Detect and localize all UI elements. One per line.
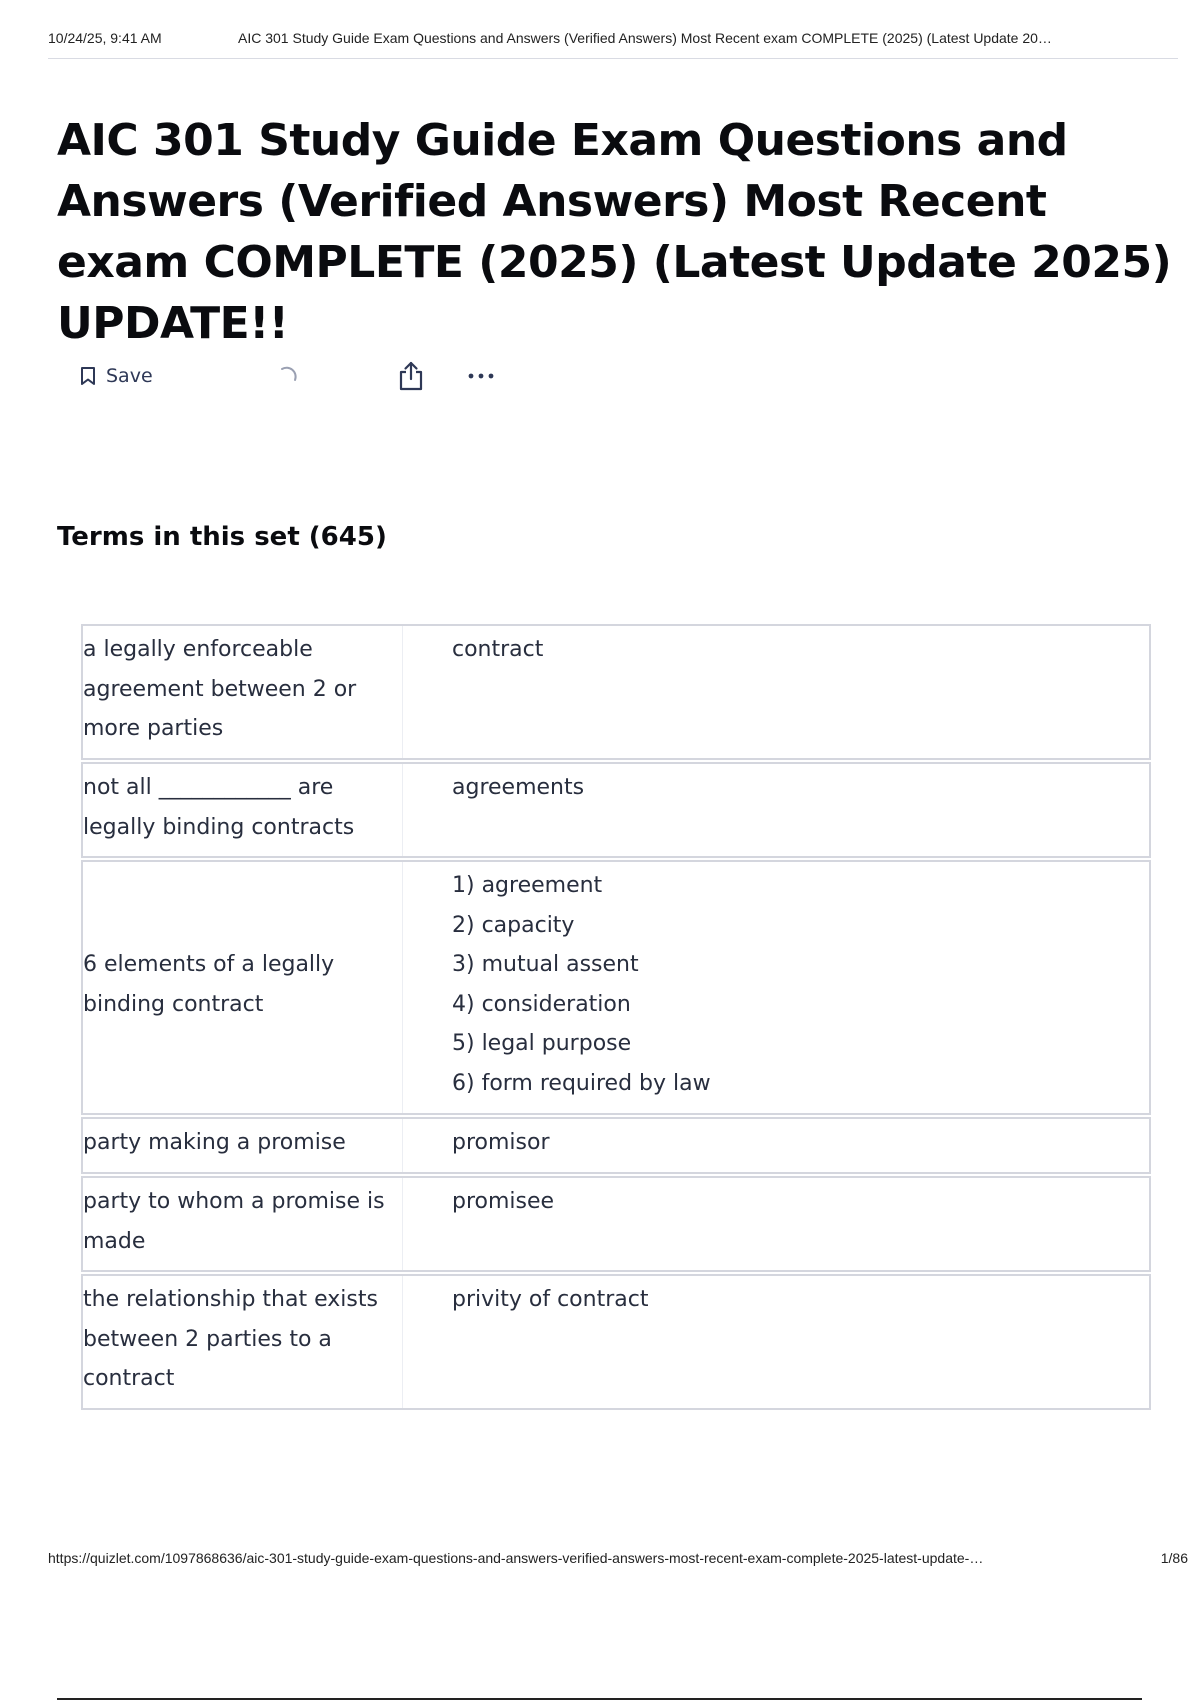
definition-line: promisee: [452, 1189, 555, 1214]
definition-text: [403, 626, 1149, 758]
term-row: [81, 762, 1151, 858]
share-icon[interactable]: [396, 360, 426, 392]
definition-line: 2) capacity: [452, 912, 575, 938]
save-label: Save: [106, 365, 153, 387]
term-text: not all ____________ are legally binding contracts: [83, 764, 403, 856]
terms-list: [81, 624, 1151, 1412]
definition-line: 6) form required by law: [452, 1070, 711, 1096]
term-text: party making a promise: [83, 1119, 403, 1172]
set-toolbar: [80, 360, 520, 392]
print-url: https://quizlet.com/1097868636/aic-301-study-guide-exam-questions-and-answers-verified-answers-most-recent-exam-complete-2025-latest-update-…: [48, 1550, 984, 1566]
term-text: a legally enforceable agreement between 2 or more parties: [83, 626, 403, 758]
print-datetime: 10/24/25, 9:41 AM: [48, 30, 162, 46]
definition-text: [403, 1276, 1149, 1408]
definition-line: agreements: [452, 775, 585, 800]
definition-text: [403, 764, 1149, 856]
definition-line: promisor: [452, 1130, 550, 1155]
definition-line: privity of contract: [452, 1287, 649, 1312]
save-button[interactable]: [80, 360, 153, 392]
definition-line: 4) consideration: [452, 991, 631, 1017]
page-number: 1/86: [1160, 1550, 1188, 1566]
term-row: [81, 1117, 1151, 1174]
term-row: [81, 624, 1151, 760]
definition-line: contract: [452, 637, 544, 662]
print-document-title: AIC 301 Study Guide Exam Questions and Answers (Verified Answers) Most Recent exam COMPLETE (2025) (Latest Update 20…: [238, 30, 1052, 46]
definition-line: 5) legal purpose: [452, 1031, 632, 1056]
term-text: the relationship that exists between 2 parties to a contract: [83, 1276, 403, 1408]
definition-text: [403, 1119, 1149, 1172]
definition-line: 3) mutual assent: [452, 952, 639, 977]
definition-text: [403, 862, 1149, 1113]
print-header: [48, 30, 1178, 59]
term-text: 6 elements of a legally binding contract: [83, 862, 403, 1113]
definition-text: [403, 1178, 1149, 1270]
term-row: [81, 1176, 1151, 1272]
more-options-icon[interactable]: [466, 360, 496, 392]
loading-spinner-icon: [276, 364, 300, 388]
terms-heading: Terms in this set (645): [57, 522, 387, 552]
term-row: [81, 1274, 1151, 1410]
page-title: AIC 301 Study Guide Exam Questions and Answers (Verified Answers) Most Recent exam COMPLETE (2025) (Latest Update 2025) UPDATE!!: [57, 115, 1172, 349]
definition-line: 1) agreement: [452, 873, 603, 898]
term-row: [81, 860, 1151, 1115]
term-text: party to whom a promise is made: [83, 1178, 403, 1270]
bookmark-icon: [80, 366, 96, 386]
